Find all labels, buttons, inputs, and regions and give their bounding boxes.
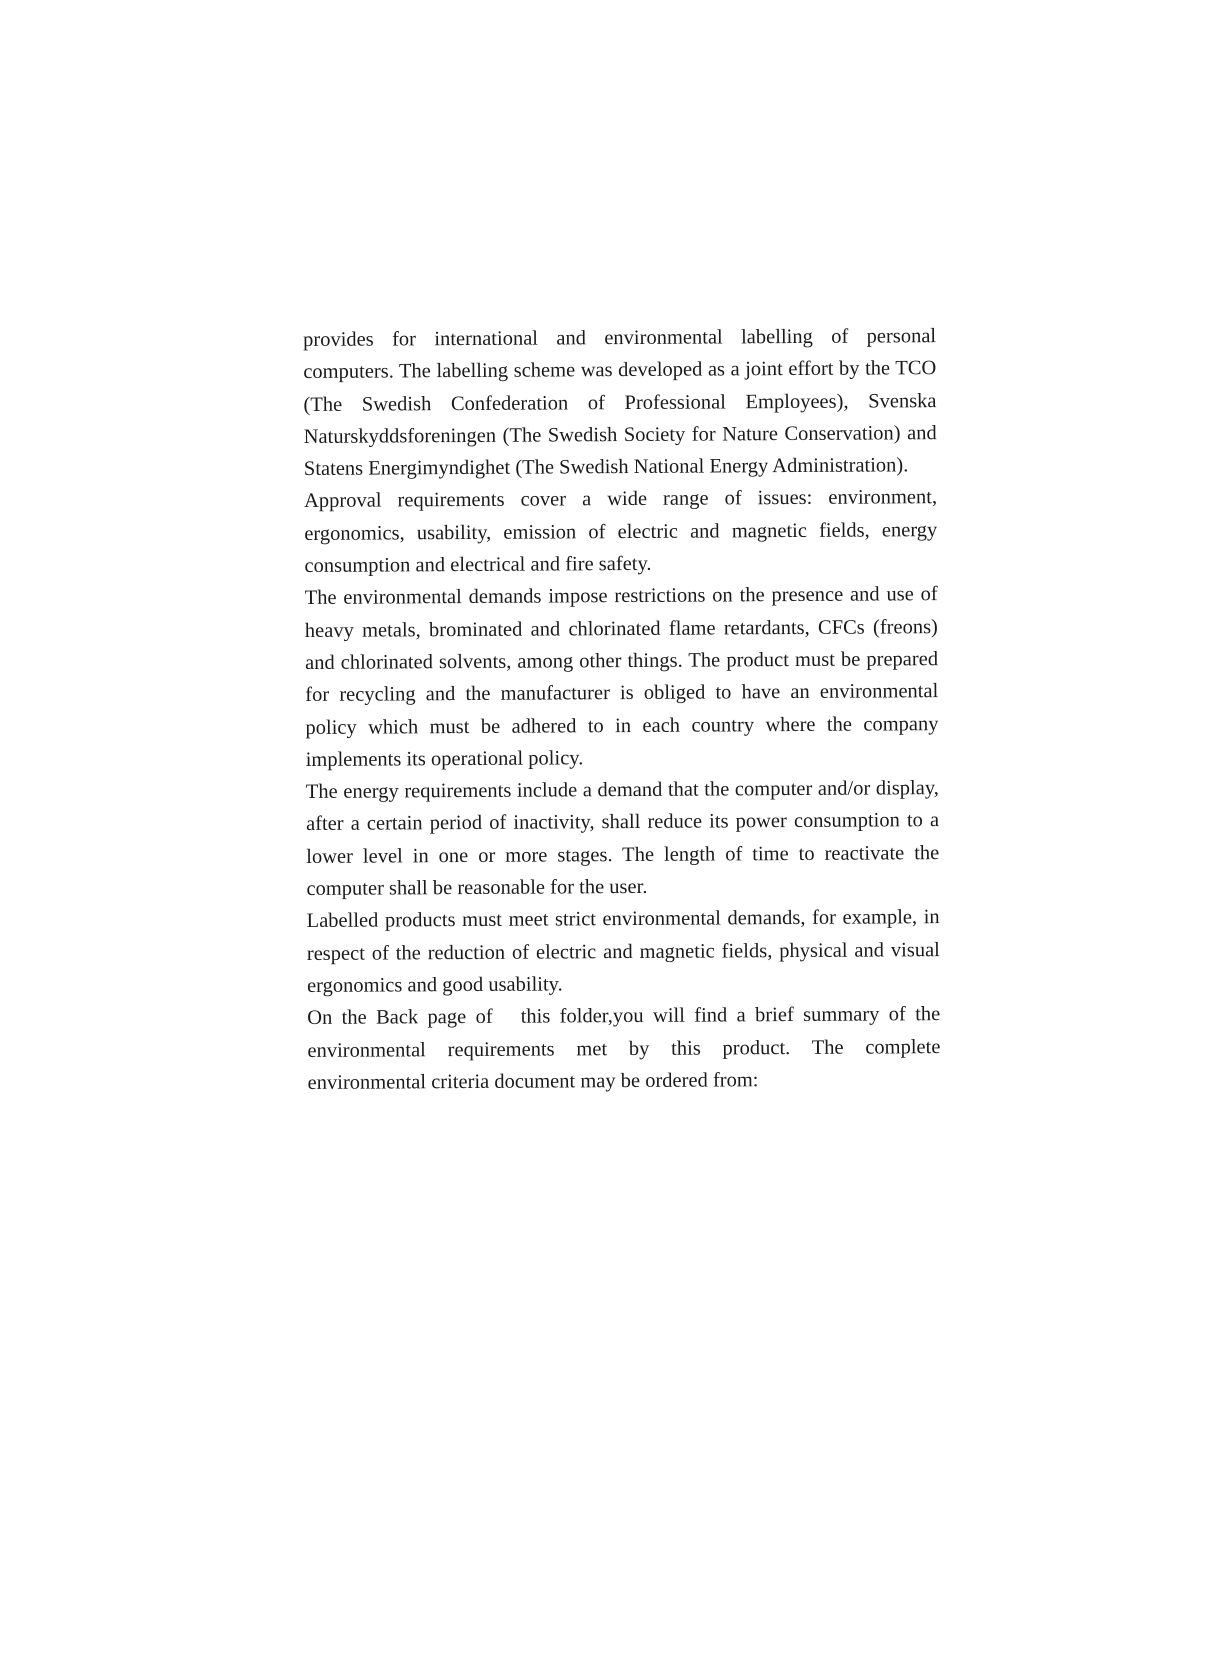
paragraph-labelling-scheme: provides for international and environmental labelling of personal computers. The labelling scheme was developed as a joint effort by the TCO (The Swedish Confederation of Professional Employees), Svenska Naturskyddsforeningen (The Swedish Society for Nature Conservation) and Statens Energimyndighet (The Swedish National Energy Administration). (303, 325, 937, 481)
body-text (303, 320, 946, 1099)
paragraph-energy-requirements: The energy requirements include a demand that the computer and/or display, after a certain period of inactivity, shall reduce its power consumption to a lower level in one or more stages. The length of time to reactivate the computer shall be reasonable for the user. (305, 777, 940, 901)
paragraph-back-page: On the Back page of this folder,you will find a brief summary of the environmental requirements met by this product. The complete environmental criteria document may be ordered from: (307, 1003, 946, 1094)
paragraph-approval-requirements: Approval requirements cover a wide range of issues: environment, ergonomics, usability, emission of electric and magnetic fields, energy consumption and electrical and fire safety. (304, 486, 938, 578)
paragraph-labelled-products: Labelled products must meet strict environmental demands, for example, in respect of the reduction of electric and magnetic fields, physical and visual ergonomics and good usability. (306, 906, 940, 997)
paragraph-environmental-demands: The environmental demands impose restrictions on the presence and use of heavy metals, brominated and chlorinated flame retardants, CFCs (freons) and chlorinated solvents, among other things. The product must be prepared for recycling and the manufacturer is obliged to have an environmental policy which must be adhered to in each country where the company implements its operational policy. (304, 583, 939, 771)
